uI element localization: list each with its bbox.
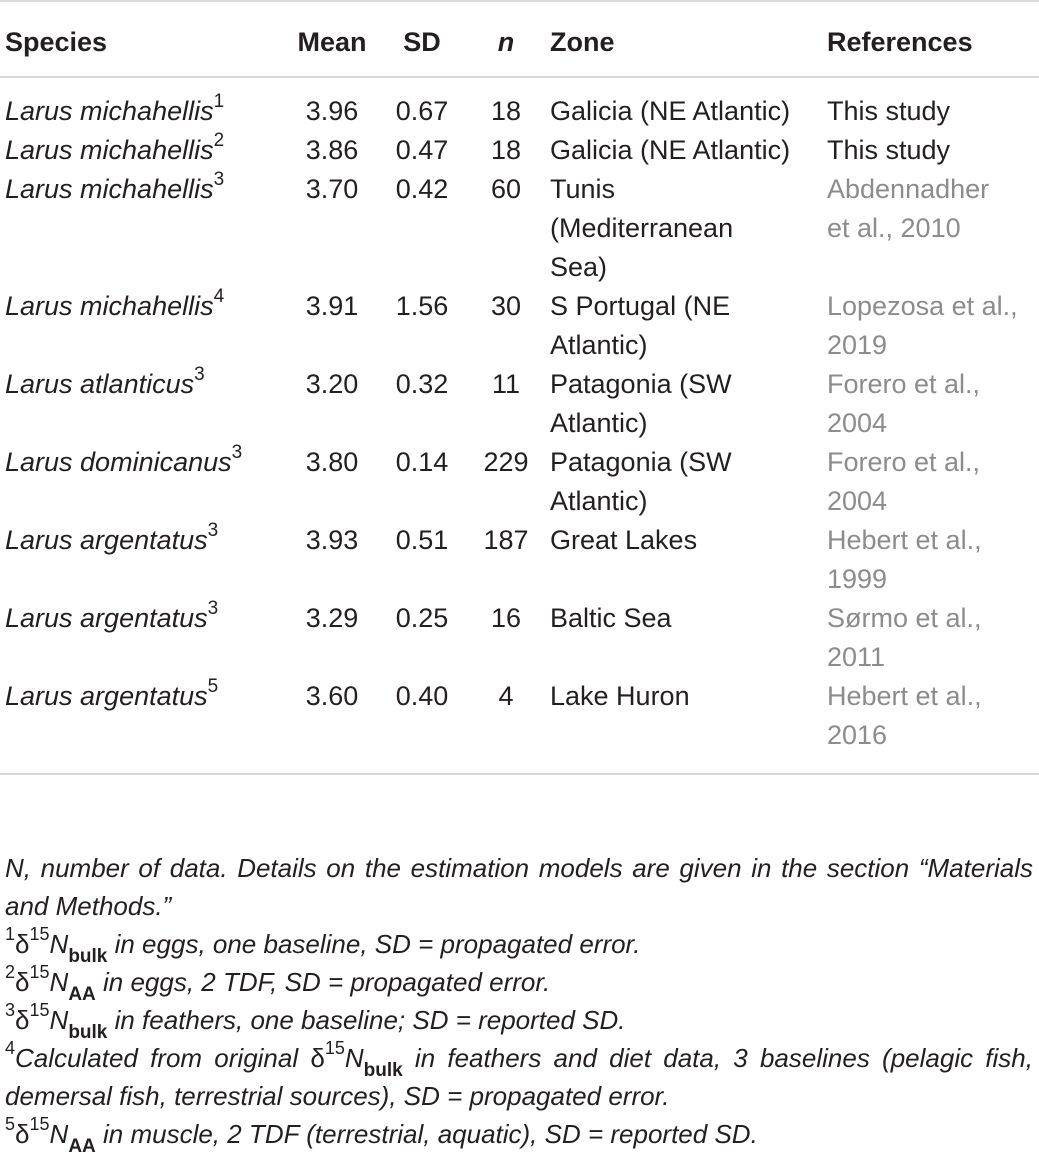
footnote-text: in eggs, one baseline, SD = propagated error. <box>107 929 641 959</box>
cell-mean: 3.20 <box>305 369 359 399</box>
isotope-subscript: bulk <box>68 1022 108 1044</box>
cell-n: 11 <box>491 369 521 399</box>
isotope-mass: 15 <box>29 1000 50 1021</box>
table-row <box>0 287 1039 365</box>
cell-species <box>0 599 282 677</box>
footnote-number: 1 <box>5 924 16 945</box>
cell-sd: 0.51 <box>395 525 449 555</box>
element-symbol: N <box>49 1119 69 1149</box>
header-zone: Zone <box>550 1 827 77</box>
cell-reference: This study <box>827 135 951 165</box>
header-n: n <box>462 1 550 77</box>
isotope-subscript: AA <box>68 984 96 1006</box>
footnote-5 <box>5 1114 1033 1157</box>
cell-zone: Galicia (NE Atlantic) <box>550 135 791 165</box>
cell-n: 18 <box>490 96 522 126</box>
footnote-marker: 3 <box>207 520 219 541</box>
cell-species <box>0 521 282 599</box>
cell-zone: Patagonia (SW Atlantic) <box>550 369 732 438</box>
cell-zone: Galicia (NE Atlantic) <box>550 96 791 126</box>
cell-species <box>0 131 282 170</box>
cell-zone: S Portugal (NE Atlantic) <box>550 291 731 360</box>
species-name: Larus argentatus <box>5 681 208 711</box>
cell-species <box>0 77 282 131</box>
footnote-text: in feathers, one baseline; SD = reported SD. <box>107 1005 626 1035</box>
footnote-number: 4 <box>5 1038 16 1059</box>
delta-symbol: δ <box>15 1005 30 1035</box>
cell-mean: 3.91 <box>305 291 359 321</box>
isotope-mass: 15 <box>29 924 50 945</box>
cell-reference: Hebert et al., 1999 <box>827 525 982 594</box>
table-row <box>0 170 1039 287</box>
cell-species <box>0 287 282 365</box>
cell-mean: 3.96 <box>305 96 359 126</box>
footnote-marker: 5 <box>207 676 219 697</box>
species-name: Larus dominicanus <box>5 447 232 477</box>
footnote-marker: 3 <box>194 364 205 385</box>
cell-reference: Abdennadher et al., 2010 <box>827 174 990 243</box>
cell-reference: Forero et al., 2004 <box>827 369 981 438</box>
table-footnotes <box>5 849 1033 1157</box>
species-name: Larus michahellis <box>5 96 214 126</box>
cell-sd: 0.42 <box>395 174 449 204</box>
cell-n: 4 <box>462 677 550 774</box>
footnote-2 <box>5 962 1033 1006</box>
table-row <box>0 443 1039 521</box>
header-references: References <box>827 1 1039 77</box>
header-species: Species <box>0 1 282 77</box>
cell-n: 16 <box>490 603 522 633</box>
cell-sd: 0.25 <box>395 603 449 633</box>
table-row <box>0 131 1039 170</box>
footnote-3 <box>5 1000 1033 1044</box>
footnote-4 <box>5 1039 1033 1115</box>
cell-zone: Lake Huron <box>550 677 827 774</box>
footnote-number: 3 <box>5 1000 16 1021</box>
element-symbol: N <box>344 1043 364 1073</box>
footnote-marker: 4 <box>213 286 225 307</box>
delta-symbol: δ <box>15 967 30 997</box>
cell-species <box>0 443 282 521</box>
cell-species <box>0 677 282 774</box>
footnote-number: 5 <box>5 1114 16 1135</box>
cell-species <box>0 365 282 443</box>
footnote-marker: 3 <box>213 169 225 190</box>
cell-mean: 3.70 <box>305 174 359 204</box>
isotope-mass: 15 <box>324 1038 345 1059</box>
table-row <box>0 365 1039 443</box>
cell-sd: 0.32 <box>395 369 449 399</box>
element-symbol: N <box>49 967 69 997</box>
cell-zone: Baltic Sea <box>550 603 672 633</box>
element-symbol: N <box>49 929 69 959</box>
species-name: Larus michahellis <box>5 174 214 204</box>
cell-n: 30 <box>490 291 522 321</box>
species-name: Larus argentatus <box>5 603 208 633</box>
header-row <box>0 1 1039 77</box>
cell-n: 18 <box>490 135 522 165</box>
table-row <box>0 521 1039 599</box>
cell-reference: Sørmo et al., 2011 <box>827 603 982 672</box>
cell-reference: Forero et al., 2004 <box>827 447 981 516</box>
cell-species <box>0 170 282 287</box>
footnote-general: N, number of data. Details on the estimation models are given in the section “Materials and Methods.” <box>5 853 1033 921</box>
table-row <box>0 599 1039 677</box>
delta-symbol: δ <box>310 1043 325 1073</box>
footnote-marker: 3 <box>207 598 219 619</box>
footnote-1 <box>5 924 1033 968</box>
cell-zone: Great Lakes <box>550 525 698 555</box>
delta-symbol: δ <box>15 929 30 959</box>
species-name: Larus michahellis <box>5 291 214 321</box>
isotope-subscript: AA <box>68 1136 96 1157</box>
cell-zone: Patagonia (SW Atlantic) <box>550 447 732 516</box>
element-symbol: N <box>49 1005 69 1035</box>
cell-n: 60 <box>490 174 522 204</box>
cell-mean: 3.80 <box>305 447 359 477</box>
header-mean: Mean <box>282 1 382 77</box>
cell-reference: Hebert et al., 2016 <box>827 677 1039 774</box>
cell-sd: 0.47 <box>395 135 449 165</box>
cell-mean: 3.86 <box>305 135 359 165</box>
footnote-text: in muscle, 2 TDF (terrestrial, aquatic), SD = reported SD. <box>95 1119 758 1149</box>
delta-symbol: δ <box>15 1119 30 1149</box>
footnote-marker: 2 <box>213 130 225 151</box>
cell-mean: 3.93 <box>305 525 359 555</box>
species-name: Larus michahellis <box>5 135 214 165</box>
footnote-marker: 3 <box>231 442 243 463</box>
cell-n: 229 <box>483 447 529 477</box>
cell-sd: 1.56 <box>395 291 449 321</box>
footnote-text: in eggs, 2 TDF, SD = propagated error. <box>95 967 551 997</box>
table-row <box>0 77 1039 131</box>
species-name: Larus argentatus <box>5 525 208 555</box>
header-sd: SD <box>382 1 462 77</box>
footnote-text-before: Calculated from original <box>15 1043 311 1073</box>
isotope-subscript: bulk <box>68 946 108 968</box>
footnote-marker: 1 <box>213 91 225 112</box>
cell-zone: Tunis (Mediterranean Sea) <box>550 174 734 282</box>
footnote-text-after: in feathers and diet data, 3 baselines (pelagic fish, demersal fish, terrestrial sources), SD = propagated error. <box>5 1043 1033 1111</box>
cell-sd: 0.67 <box>395 96 449 126</box>
cell-reference: This study <box>827 96 951 126</box>
cell-sd: 0.14 <box>395 447 449 477</box>
table-row <box>0 677 1039 774</box>
cell-n: 187 <box>483 525 529 555</box>
species-name: Larus atlanticus <box>5 369 195 399</box>
footnote-number: 2 <box>5 962 16 983</box>
isotope-mass: 15 <box>29 1114 50 1135</box>
isotope-subscript: bulk <box>363 1060 403 1082</box>
cell-reference: Lopezosa et al., 2019 <box>827 291 1018 360</box>
cell-mean: 3.29 <box>305 603 359 633</box>
cell-mean: 3.60 <box>282 677 382 774</box>
isotope-mass: 15 <box>29 962 50 983</box>
cell-sd: 0.40 <box>382 677 462 774</box>
